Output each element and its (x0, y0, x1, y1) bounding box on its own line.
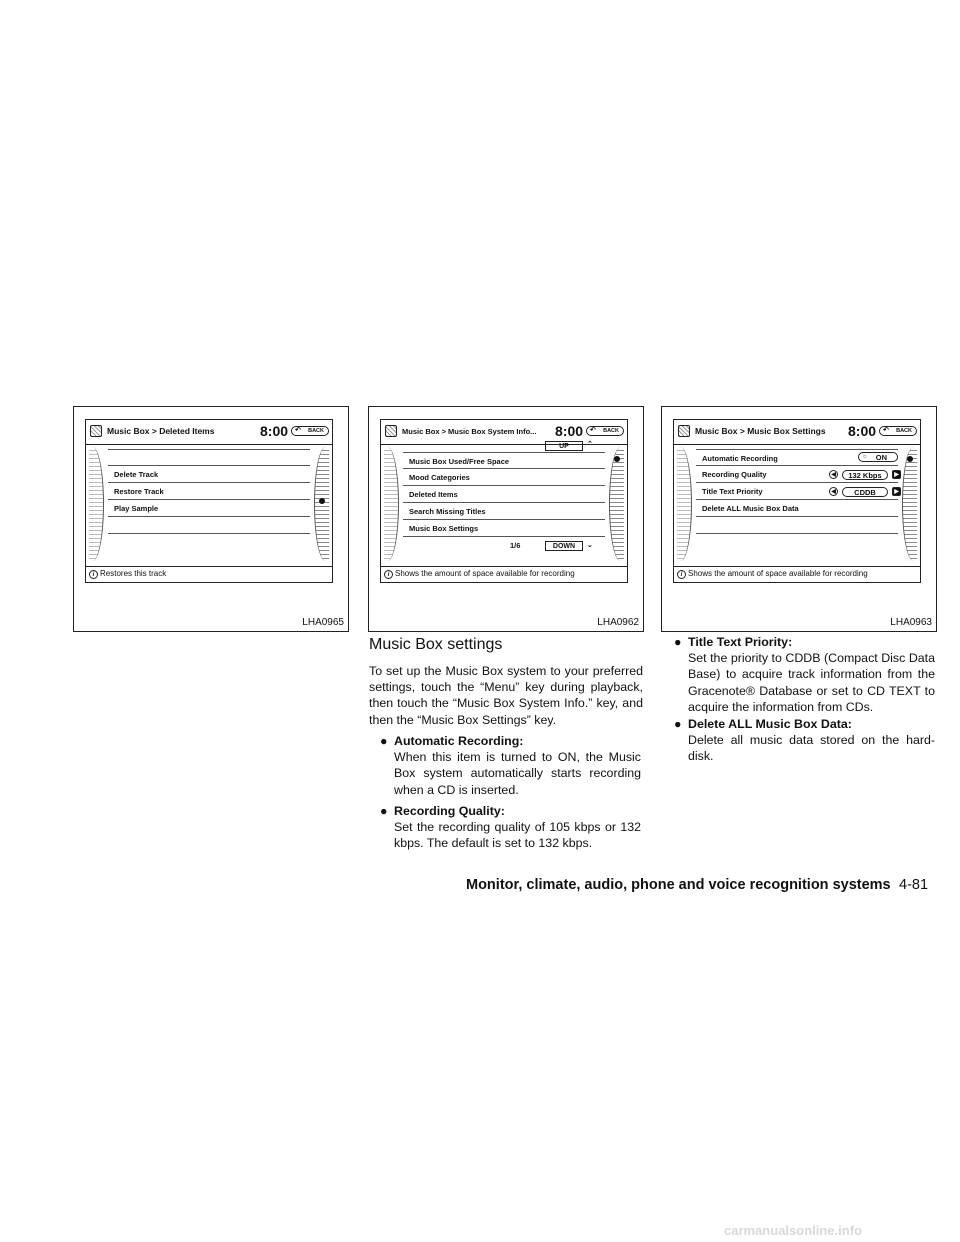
automatic-recording-toggle[interactable] (858, 452, 898, 462)
bullet-heading: Title Text Priority: (688, 635, 793, 649)
screen-title: Music Box > Deleted Items (107, 426, 215, 436)
menu-row-empty (108, 449, 310, 466)
menu-item-title-text-priority[interactable]: Title Text Priority (696, 483, 898, 500)
music-box-icon (90, 425, 102, 437)
chevron-down-icon: ⌄ (587, 542, 593, 549)
menu-item-mood-categories[interactable]: Mood Categories (403, 469, 605, 486)
screen-header (674, 420, 920, 445)
intro-paragraph: To set up the Music Box system to your preferred settings, touch the “Menu” key during playback, then touch the “Music Box System Info.” key, and then the “Music Box Settings” key. (369, 664, 643, 727)
back-button[interactable] (586, 426, 624, 436)
decrease-arrow-icon[interactable]: ◀ (829, 470, 838, 479)
menu-row-empty (696, 517, 898, 534)
scroll-position-dot (907, 456, 913, 462)
increase-arrow-icon[interactable]: ▶ (892, 487, 901, 496)
figure-system-info (368, 406, 644, 632)
bullet-text: Set the recording quality of 105 kbps or 132 kbps. The default is set to 132 kbps. (394, 820, 641, 851)
indicator-circle-icon: ○ (863, 454, 867, 460)
page-number: 4-81 (899, 877, 929, 893)
menu-item-delete-track[interactable]: Delete Track (108, 466, 310, 483)
menu-item-automatic-recording[interactable]: Automatic Recording (696, 449, 898, 466)
bullet-marker: ● (380, 804, 388, 818)
increase-arrow-icon[interactable]: ▶ (892, 470, 901, 479)
menu-item-restore-track[interactable]: Restore Track (108, 483, 310, 500)
back-button[interactable] (291, 426, 329, 436)
recording-quality-value: 132 Kbps (842, 470, 888, 480)
bullet-automatic-recording (380, 733, 641, 798)
screen-title: Music Box > Music Box Settings (695, 426, 826, 436)
bullet-marker: ● (380, 734, 388, 748)
clock: 8:00 (555, 423, 584, 439)
left-scale-decoration (384, 447, 399, 561)
info-text: Restores this track (100, 569, 167, 578)
menu-item-used-free-space[interactable]: Music Box Used/Free Space (403, 452, 605, 469)
toggle-value: ON (875, 453, 887, 462)
figure-settings (661, 406, 937, 632)
screen-body (674, 445, 920, 563)
info-text: Shows the amount of space available for recording (395, 569, 575, 578)
bullet-heading: Delete ALL Music Box Data: (688, 717, 852, 731)
screen-deleted-items (85, 419, 333, 583)
scroll-position-dot (319, 498, 325, 504)
clock: 8:00 (260, 423, 289, 439)
info-bar (674, 566, 920, 582)
back-arrow-icon: ↶ (295, 427, 301, 434)
title-priority-value: CDDB (842, 487, 888, 497)
back-label: BACK (308, 428, 324, 434)
screen-system-info (380, 419, 628, 583)
figure-deleted-items (73, 406, 349, 632)
menu-item-music-box-settings[interactable]: Music Box Settings (403, 520, 605, 537)
info-bar (86, 566, 332, 582)
menu-row-empty (108, 517, 310, 534)
watermark: carmanualsonline.info (724, 1223, 862, 1238)
screen-body (86, 445, 332, 563)
bullet-text: When this item is turned to ON, the Music Box system automatically starts recording when a CD is inserted. (394, 750, 641, 797)
decrease-arrow-icon[interactable]: ◀ (829, 487, 838, 496)
figure-code: LHA0963 (890, 617, 932, 628)
bullet-heading: Automatic Recording: (394, 734, 524, 748)
screen-header (86, 420, 332, 445)
back-arrow-icon: ↶ (883, 427, 889, 434)
music-box-icon (678, 425, 690, 437)
figure-code: LHA0965 (302, 617, 344, 628)
screen-body (381, 441, 627, 563)
left-scale-decoration (677, 447, 692, 561)
left-scale-decoration (89, 447, 104, 561)
info-icon: i (89, 570, 98, 579)
menu-item-search-missing-titles[interactable]: Search Missing Titles (403, 503, 605, 520)
bullet-title-text-priority (674, 634, 935, 715)
screen-settings (673, 419, 921, 583)
running-footer-title: Monitor, climate, audio, phone and voice recognition systems (466, 877, 891, 893)
back-button[interactable] (879, 426, 917, 436)
back-label: BACK (603, 428, 619, 434)
section-heading: Music Box settings (369, 636, 503, 653)
scroll-bar[interactable] (902, 447, 917, 561)
info-icon: i (677, 570, 686, 579)
music-box-icon (385, 425, 397, 437)
menu-item-delete-all-data[interactable]: Delete ALL Music Box Data (696, 500, 898, 517)
scroll-bar[interactable] (314, 447, 329, 561)
bullet-delete-all-data (674, 716, 935, 765)
figure-code: LHA0962 (597, 617, 639, 628)
down-button[interactable]: DOWN (545, 541, 583, 551)
menu-item-deleted-items[interactable]: Deleted Items (403, 486, 605, 503)
scroll-bar[interactable] (609, 447, 624, 561)
bullet-recording-quality (380, 803, 641, 852)
bullet-heading: Recording Quality: (394, 804, 505, 818)
clock: 8:00 (848, 423, 877, 439)
scroll-position-dot (614, 456, 620, 462)
menu-item-play-sample[interactable]: Play Sample (108, 500, 310, 517)
info-bar (381, 566, 627, 582)
up-button[interactable]: UP (545, 441, 583, 451)
chevron-up-icon: ⌃ (587, 441, 593, 448)
back-arrow-icon: ↶ (590, 427, 596, 434)
bullet-marker: ● (674, 635, 682, 649)
info-text: Shows the amount of space available for recording (688, 569, 868, 578)
screen-title: Music Box > Music Box System Info... (402, 427, 537, 436)
back-label: BACK (896, 428, 912, 434)
bullet-text: Delete all music data stored on the hard-disk. (688, 733, 935, 764)
page-indicator: 1/6 (510, 541, 521, 550)
bullet-text: Set the priority to CDDB (Compact Disc Data Base) to acquire track information from the Gracenote® Database or set to CD TEXT to acquire the information from CDs. (688, 651, 935, 714)
bullet-marker: ● (674, 717, 682, 731)
menu-item-recording-quality[interactable]: Recording Quality (696, 466, 898, 483)
info-icon: i (384, 570, 393, 579)
